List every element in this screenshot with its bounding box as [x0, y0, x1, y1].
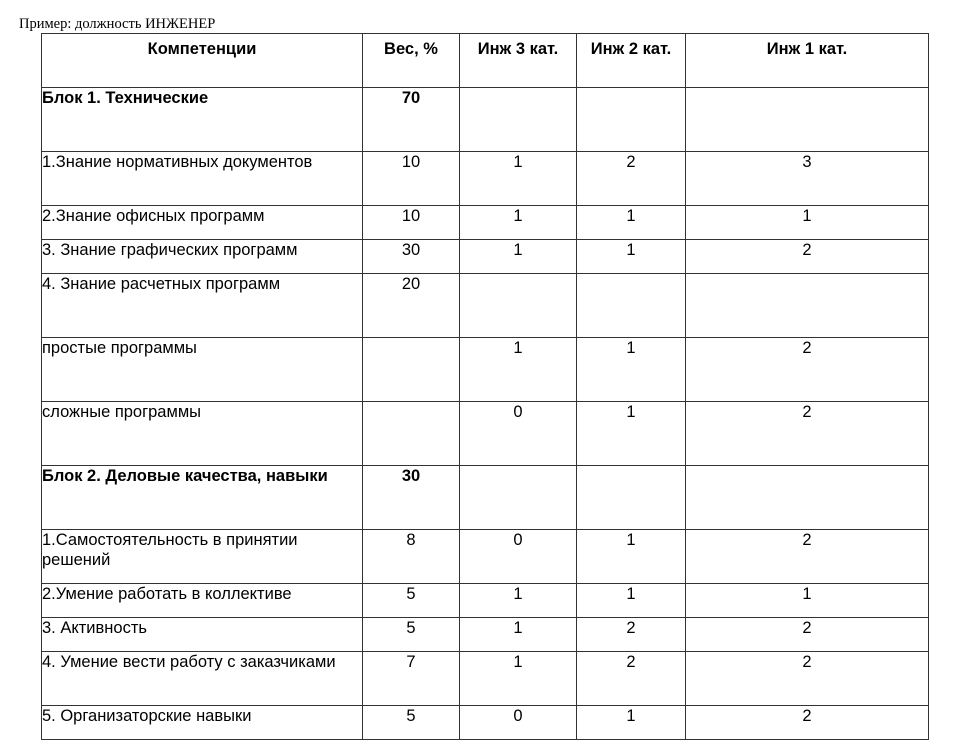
- competency-table: [41, 33, 929, 740]
- cell-eng-cat3: [460, 466, 577, 530]
- cell-competency: сложные программы: [42, 402, 363, 466]
- cell-competency: 2.Знание офисных программ: [42, 206, 363, 240]
- cell-eng-cat1: 1: [686, 584, 929, 618]
- cell-competency: 1.Знание нормативных документов: [42, 152, 363, 206]
- table-row: [42, 530, 929, 584]
- cell-competency: Блок 1. Технические: [42, 88, 363, 152]
- cell-competency: Блок 2. Деловые качества, навыки: [42, 466, 363, 530]
- cell-eng-cat3: [460, 88, 577, 152]
- cell-weight: [363, 338, 460, 402]
- cell-eng-cat2: 1: [577, 402, 686, 466]
- cell-weight: 30: [363, 240, 460, 274]
- cell-eng-cat3: [460, 274, 577, 338]
- cell-weight: 10: [363, 152, 460, 206]
- cell-eng-cat3: 1: [460, 206, 577, 240]
- cell-eng-cat2: [577, 274, 686, 338]
- cell-eng-cat2: 1: [577, 206, 686, 240]
- cell-weight: 30: [363, 466, 460, 530]
- table-row: [42, 152, 929, 206]
- cell-eng-cat2: 2: [577, 618, 686, 652]
- cell-eng-cat2: [577, 88, 686, 152]
- cell-weight: 8: [363, 530, 460, 584]
- cell-eng-cat3: 1: [460, 338, 577, 402]
- table-row: [42, 274, 929, 338]
- table-row: [42, 338, 929, 402]
- cell-eng-cat2: [577, 466, 686, 530]
- cell-weight: 5: [363, 706, 460, 740]
- table-row: [42, 402, 929, 466]
- cell-eng-cat1: 2: [686, 706, 929, 740]
- table-header-row: [42, 34, 929, 88]
- cell-eng-cat2: 1: [577, 706, 686, 740]
- cell-eng-cat1: 3: [686, 152, 929, 206]
- cell-eng-cat3: 0: [460, 530, 577, 584]
- cell-weight: 5: [363, 584, 460, 618]
- cell-eng-cat1: 2: [686, 402, 929, 466]
- cell-eng-cat1: 2: [686, 240, 929, 274]
- table-row: [42, 206, 929, 240]
- cell-eng-cat1: [686, 274, 929, 338]
- table-block-row: [42, 466, 929, 530]
- table-row: [42, 706, 929, 740]
- cell-eng-cat1: 2: [686, 530, 929, 584]
- cell-weight: 10: [363, 206, 460, 240]
- cell-competency: простые программы: [42, 338, 363, 402]
- cell-eng-cat2: 1: [577, 530, 686, 584]
- cell-weight: 7: [363, 652, 460, 706]
- cell-eng-cat1: [686, 466, 929, 530]
- cell-eng-cat1: [686, 88, 929, 152]
- cell-eng-cat3: 0: [460, 706, 577, 740]
- cell-competency: 1.Самостоятельность в принятии решений: [42, 530, 363, 584]
- slide-caption: Пример: должность ИНЖЕНЕР: [19, 16, 216, 32]
- table-row: [42, 584, 929, 618]
- cell-eng-cat3: 1: [460, 652, 577, 706]
- cell-weight: 5: [363, 618, 460, 652]
- header-eng-cat3: Инж 3 кат.: [460, 34, 577, 88]
- cell-eng-cat3: 0: [460, 402, 577, 466]
- cell-competency: 4. Знание расчетных программ: [42, 274, 363, 338]
- cell-eng-cat2: 2: [577, 152, 686, 206]
- cell-weight: 20: [363, 274, 460, 338]
- cell-competency: 3. Знание графических программ: [42, 240, 363, 274]
- cell-eng-cat1: 2: [686, 618, 929, 652]
- cell-competency: 2.Умение работать в коллективе: [42, 584, 363, 618]
- header-competencies: Компетенции: [42, 34, 363, 88]
- table-row: [42, 240, 929, 274]
- table-row: [42, 618, 929, 652]
- cell-eng-cat2: 2: [577, 652, 686, 706]
- cell-eng-cat1: 2: [686, 338, 929, 402]
- cell-competency: 4. Умение вести работу с заказчиками: [42, 652, 363, 706]
- table-row: [42, 652, 929, 706]
- table-block-row: [42, 88, 929, 152]
- cell-eng-cat1: 1: [686, 206, 929, 240]
- cell-eng-cat3: 1: [460, 584, 577, 618]
- cell-competency: 3. Активность: [42, 618, 363, 652]
- cell-eng-cat2: 1: [577, 338, 686, 402]
- cell-eng-cat3: 1: [460, 240, 577, 274]
- cell-eng-cat2: 1: [577, 584, 686, 618]
- cell-eng-cat3: 1: [460, 618, 577, 652]
- header-eng-cat2: Инж 2 кат.: [577, 34, 686, 88]
- cell-eng-cat2: 1: [577, 240, 686, 274]
- header-eng-cat1: Инж 1 кат.: [686, 34, 929, 88]
- cell-competency: 5. Организаторские навыки: [42, 706, 363, 740]
- cell-eng-cat3: 1: [460, 152, 577, 206]
- header-weight: Вес, %: [363, 34, 460, 88]
- cell-eng-cat1: 2: [686, 652, 929, 706]
- cell-weight: [363, 402, 460, 466]
- cell-weight: 70: [363, 88, 460, 152]
